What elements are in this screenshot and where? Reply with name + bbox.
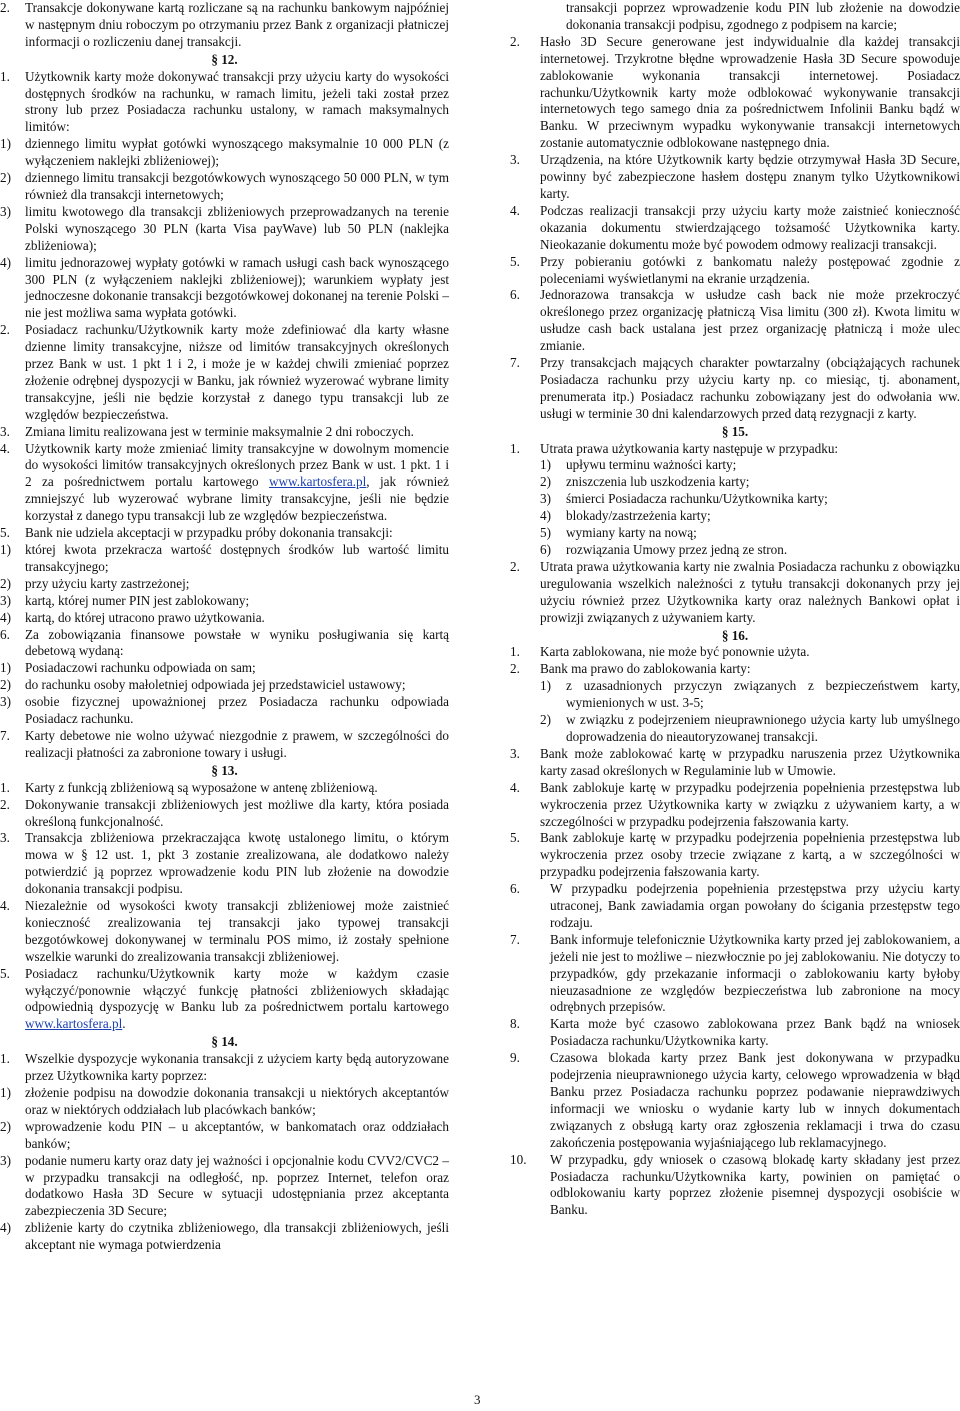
s16-item-9: [510, 1050, 960, 1151]
s14-item-6: [510, 287, 960, 355]
item-number: 7.: [510, 931, 520, 947]
sub-number: 1): [0, 660, 11, 676]
sub-text: dziennego limitu wypłat gotówki wynoszącego maksymalnie 10 000 PLN (z wyłączeniem naklejki zbliżeniowej);: [25, 136, 449, 169]
sub-number: 2): [0, 170, 11, 186]
item-text: W przypadku podejrzenia popełnienia przestępstwa przy użyciu karty utraconej, Bank zawiadamia organ powołany do ścigania przestępstw tego rodzaju.: [550, 881, 960, 930]
section-13-heading: § 13.: [211, 762, 238, 778]
item-number: 6.: [510, 881, 520, 897]
s12-item-6: [0, 627, 449, 661]
item-number: 1.: [510, 644, 520, 660]
item-text: W przypadku, gdy wniosek o czasową blokadę karty składany jest przez Posiadacza rachunku/Użytkownika karty, powinien on pamiętać o odblokowaniu karty poprzez złożenie pisemnej dyspozycji osobiście w Banku.: [550, 1151, 960, 1218]
item-text: Karta zablokowana, nie może być ponownie użyta.: [540, 644, 810, 660]
item-number: 7.: [0, 727, 10, 743]
item-text: Karta może być czasowo zablokowana przez Bank bądź na wniosek Posiadacza rachunku/Użytkownika karty.: [550, 1016, 960, 1049]
sub-text: do rachunku osoby małoletniej odpowiada jej przedstawiciel ustawowy;: [25, 677, 406, 693]
item-number: 7.: [510, 355, 520, 371]
item-number: 4.: [0, 440, 10, 456]
sub-number: 2): [540, 712, 551, 728]
s16-sub-2: [540, 712, 960, 746]
item-number: 4.: [0, 898, 10, 914]
sub-text: osobie fizycznej upoważnionej przez Posiadacza rachunku odpowiada Posiadacz rachunku.: [25, 694, 449, 727]
sub-number: 1): [0, 136, 11, 152]
continuation-text: [540, 0, 960, 34]
s12-item-7: [0, 728, 449, 762]
text-part: Użytkownik karty może zmieniać limity transakcyjne w dowolnym momencie do wysokości limitów transakcyjnych określonych przez Bank w ust. 1 pkt. 1 i 2 za pośrednictwem portalu kartowego: [25, 440, 449, 490]
sub-number: 5): [540, 525, 551, 541]
s15-sub-1: [540, 457, 960, 474]
sub-text: w związku z podejrzeniem nieuprawnionego użycia karty lub umyślnego doprowadzenia do nieautoryzowanej transakcji.: [566, 712, 960, 744]
s12-item-3: [0, 424, 449, 441]
item-text: Karty z funkcją zbliżeniową są wyposażone w antenę zbliżeniową.: [25, 779, 378, 795]
sub-text: kartą, do której utracono prawo użytkowania.: [25, 609, 265, 625]
item-text: Użytkownik karty może dokonywać transakcji przy użyciu karty do wysokości dostępnych środków na rachunku, w ramach limitu, jeżeli taki został przez strony lub przez Posiadacza rachunku ustalony, w ramach maksymalnych limitów:: [25, 68, 449, 135]
s12-item-5: [0, 525, 449, 542]
sub-number: 1): [0, 1085, 11, 1100]
sub-text: kartą, której numer PIN jest zablokowany;: [25, 592, 250, 608]
item-number: 2.: [0, 0, 10, 15]
s13-item-2: [0, 797, 449, 831]
item-text: Zmiana limitu realizowana jest w terminie maksymalnie 2 dni roboczych.: [25, 423, 414, 439]
item-text: Za zobowiązania finansowe powstałe w wyniku posługiwania się kartą debetową wydaną:: [25, 626, 449, 659]
kartosfera-link[interactable]: www.kartosfera.pl: [268, 474, 367, 490]
item-text: Bank może zablokować kartę w przypadku naruszenia przez Użytkownika karty zasad określonych w Regulaminie lub w Umowie.: [540, 745, 960, 778]
item-text: Utrata prawa użytkowania karty następuje w przypadku:: [540, 440, 839, 456]
sub-text: zniszczenia lub uszkodzenia karty;: [566, 474, 750, 490]
item-text: Posiadacz rachunku/Użytkownik karty może zdefiniować dla karty własne dzienne limity transakcyjne, niższe od limitów transakcyjnych określonych przez Bank w ust. 1 pkt 1 i 2, i może je w każdej chwili zmieniać poprzez złożenie odrębnej dyspozycji w Banku, jak również wyzerować wybrane limity transakcyjne, jeśli nie będzie korzystał z danego typu transakcji lub ze względów bezpieczeństwa.: [25, 322, 449, 422]
page-number: 3: [474, 1392, 481, 1407]
s14-item-4: [510, 203, 960, 254]
sub-number: 3): [0, 592, 11, 608]
item-text: Bank informuje telefonicznie Użytkownika karty przed jej zablokowaniem, a jeżeli nie jest to możliwe – niezwłocznie po jej zablokowaniu. Nie dotyczy to przypadków, gdy przekazanie informacji o zablokowaniu karty byłoby nieuzasadnione ze względów bezpieczeństwa lub zabronione na mocy odrębnych przepisów.: [550, 931, 960, 1015]
item-text: Karty debetowe nie wolno używać niezgodnie z prawem, w szczególności do realizacji płatności za zabronione towary i usługi.: [25, 727, 449, 760]
s13-item-3: [0, 830, 449, 898]
s16-item-8: [510, 1016, 960, 1050]
item-text: Dokonywanie transakcji zbliżeniowych jest możliwe dla karty, która posiada określoną funkcjonalność.: [25, 796, 449, 829]
item-text: Transakcja zbliżeniowa przekraczająca kwotę ustalonego limitu, o którym mowa w § 12 ust. 1, pkt 3 zostanie zrealizowana, ale dodatkowo należy potwierdzić ją poprzez wprowadzenie kodu PIN lub złożenie na dowodzie dokonania transakcji podpisu.: [25, 830, 449, 897]
s16-item-7: [510, 932, 960, 1017]
s12-6-sub-3: [0, 694, 449, 728]
sub-text: upływu terminu ważności karty;: [566, 457, 737, 473]
s12-sub-4: [0, 255, 449, 323]
sub-number: 4): [0, 1220, 11, 1236]
sub-text: blokady/zastrzeżenia karty;: [566, 508, 711, 524]
sub-number: 3): [0, 694, 11, 710]
s16-item-3: [510, 746, 960, 780]
sub-text: transakcji poprzez wprowadzenie kodu PIN lub złożenie na dowodzie dokonania transakcji podpisu, zgodnego z podpisem na karcie;: [566, 0, 960, 32]
item-number: 1.: [0, 1051, 10, 1067]
item-text: Urządzenia, na które Użytkownik karty będzie otrzymywał Hasła 3D Secure, powinny być zabezpieczone hasłem dostępu znanym tylko Użytkownikowi karty.: [540, 152, 960, 201]
sub-text: Posiadaczowi rachunku odpowiada on sam;: [25, 660, 256, 676]
item-number: 5.: [510, 253, 520, 269]
sub-text: z uzasadnionych przyczyn związanych z bezpieczeństwem karty, wymienionych w ust. 3-5;: [566, 678, 960, 711]
sub-text: podanie numeru karty oraz daty jej ważności i opcjonalnie kodu CVV2/CVC2 – w przypadku transakcji na odległość, np. poprzez Internet, telefon oraz dodatkowo Hasła 3D Secure w sytuacji udostępniania przez akceptanta zabezpieczenia 3D Secure;: [25, 1152, 449, 1219]
s14-item-3: [510, 152, 960, 203]
s15-sub-2: [540, 474, 960, 491]
s14-sub-4: [0, 1220, 449, 1254]
item-number: 6.: [0, 626, 10, 642]
item-number: 4.: [510, 779, 520, 795]
item-number: 1.: [510, 440, 520, 456]
s15-sub-4: [540, 508, 960, 525]
item-text: Niezależnie od wysokości kwoty transakcji zbliżeniowej może zaistnieć konieczność zrealizowania tej transakcji jako typowej transakcji bezgotówkowej dokonywanej w terminalu POS mimo, iż zostały spełnione wszelkie warunki do zrealizowania transakcji zbliżeniowej.: [25, 898, 449, 964]
item-number: 4.: [510, 202, 520, 218]
item-text: Wszelkie dyspozycje wykonania transakcji z użyciem karty będą autoryzowane przez Użytkownika karty poprzez:: [25, 1051, 449, 1084]
sub-text: której kwota przekracza wartość dostępnych środków lub wartość limitu transakcyjnego;: [25, 542, 449, 574]
item-number: 2.: [510, 33, 520, 49]
right-column: [510, 0, 960, 1219]
item-number: 5.: [510, 830, 520, 846]
item-text: Przy pobieraniu gotówki z bankomatu należy postępować zgodnie z poleceniami wyświetlanymi na ekranie urządzenia.: [540, 253, 960, 286]
s15-item-2: [510, 559, 960, 627]
intro-item: [0, 0, 449, 51]
s16-item-6: [510, 881, 960, 932]
s16-item-5: [510, 830, 960, 881]
s12-item-4: [0, 441, 449, 526]
s12-6-sub-1: [0, 660, 449, 677]
sub-text: śmierci Posiadacza rachunku/Użytkownika karty;: [566, 491, 828, 507]
item-number: 1.: [0, 68, 10, 84]
s12-5-sub-1: [0, 542, 449, 576]
s14-item-7: [510, 355, 960, 423]
s12-sub-1: [0, 136, 449, 170]
kartosfera-link[interactable]: www.kartosfera.pl: [25, 1016, 123, 1032]
item-number: 5.: [0, 525, 10, 541]
item-text: Transakcje dokonywane kartą rozliczane są na rachunku bankowym najpóźniej w następnym dniu roboczym po otrzymaniu przez Bank z organizacji płatniczej informacji o rozliczeniu danej transakcji.: [25, 0, 449, 49]
s16-item-10: [510, 1152, 960, 1220]
text-part: Posiadacz rachunku/Użytkownik karty może w każdym czasie wyłączyć/ponownie włączyć funkcję płatności zbliżeniowych składając odpowiednią dyspozycję w Banku lub za pośrednictwem portalu kartowego: [25, 965, 449, 1015]
item-number: 8.: [510, 1016, 520, 1032]
item-number: 10.: [510, 1151, 527, 1167]
s14-sub-1: [0, 1085, 449, 1119]
text-part: .: [122, 1016, 126, 1032]
s16-item-4: [510, 780, 960, 831]
s12-item-2: [0, 322, 449, 423]
item-number: 3.: [0, 423, 10, 439]
sub-number: 3): [540, 491, 551, 507]
sub-text: limitu kwotowego dla transakcji zbliżeniowych przeprowadzanych na terenie Polski wynoszącego 30 PLN (karta Visa payWave) lub 50 PLN (naklejka zbliżeniowa);: [25, 203, 449, 253]
sub-text: wprowadzenie kodu PIN – u akceptantów, w bankomatach oraz oddziałach banków;: [25, 1118, 449, 1151]
s14-sub-2: [0, 1119, 449, 1153]
sub-text: zbliżenie karty do czytnika zbliżeniowego, dla transakcji zbliżeniowych, jeśli akceptant nie wymaga potwierdzenia: [25, 1220, 449, 1253]
item-number: 1.: [0, 779, 10, 795]
item-text: Bank ma prawo do zablokowania karty:: [540, 661, 751, 677]
sub-number: 2): [0, 1118, 11, 1134]
sub-number: 2): [0, 575, 11, 591]
section-15-heading: § 15.: [721, 423, 749, 439]
item-text: Bank zablokuje kartę w przypadku podejrzenia popełnienia przestępstwa lub wykroczenia przez osoby trzecie związane z kartą, a w szczególności w przypadku podejrzenia fałszowania karty.: [540, 830, 960, 880]
section-12-heading: § 12.: [211, 51, 238, 67]
sub-text: przy użyciu karty zastrzeżonej;: [25, 575, 190, 591]
item-number: 3.: [510, 152, 520, 168]
s15-sub-5: [540, 525, 960, 542]
item-text: Utrata prawa użytkowania karty nie zwalnia Posiadacza rachunku z obowiązku uregulowania wszelkich należności z tytułu transakcji dokonanych przy jej użyciu również przez Użytkownika karty oraz należnych Bankowi opłat i prowizji związanych z używaniem karty.: [540, 558, 960, 625]
sub-number: 2): [540, 474, 551, 490]
item-number: 2.: [510, 558, 520, 574]
item-text: Bank nie udziela akceptacji w przypadku próby dokonania transakcji:: [25, 525, 393, 541]
s16-item-1: [510, 644, 960, 661]
sub-number: 1): [540, 678, 551, 694]
s14-item-5: [510, 254, 960, 288]
s15-item-1: [510, 441, 960, 458]
item-text: Bank zablokuje kartę w przypadku podejrzenia popełnienia przestępstwa lub wykroczenia przez Użytkownika karty w związku z używaniem karty, a w szczególności w przypadku podejrzenia fałszowania karty.: [540, 779, 960, 829]
item-text: [25, 966, 449, 1034]
s16-item-2: [510, 661, 960, 678]
sub-number: [540, 0, 566, 34]
s12-6-sub-2: [0, 677, 449, 694]
s12-item-1: [0, 69, 449, 137]
sub-text: złożenie podpisu na dowodzie dokonania transakcji u niektórych akceptantów oraz w niektórych oddziałach lub placówkach banków;: [25, 1085, 449, 1117]
sub-number: 6): [540, 542, 551, 557]
s12-5-sub-4: [0, 610, 449, 627]
sub-number: 4): [0, 609, 11, 625]
sub-number: 2): [0, 677, 11, 693]
sub-text: wymiany karty na nową;: [566, 525, 697, 541]
s13-item-4: [0, 898, 449, 966]
sub-number: 1): [540, 457, 551, 473]
s12-sub-3: [0, 204, 449, 255]
left-column: [0, 0, 449, 1254]
text-part: , jak również zmniejszyć lub wyzerować wybrane limity transakcyjne, jeśli nie będzie korzystał z danego typu transakcji lub ze względów bezpieczeństwa.: [25, 474, 449, 524]
s12-5-sub-2: [0, 576, 449, 593]
s13-item-5: [0, 966, 449, 1034]
sub-text: limitu jednorazowej wypłaty gotówki w ramach usługi cash back wynoszącego 300 PLN (z wyłączeniem naklejki zbliżeniowej); warunkiem wypłaty jest jednoczesne dokonanie transakcji bezgotówkowej dokonanej na terenie Polski – nie jest możliwa sama wypłata gotówki.: [25, 254, 449, 321]
sub-number: 3): [0, 1152, 11, 1168]
sub-text: rozwiązania Umowy przez jedną ze stron.: [566, 542, 788, 557]
s14-item-1: [0, 1051, 449, 1085]
item-number: 6.: [510, 287, 520, 303]
item-number: 3.: [510, 745, 520, 761]
s12-sub-2: [0, 170, 449, 204]
item-number: 2.: [0, 322, 10, 338]
s14-item-2: [510, 34, 960, 152]
s16-sub-1: [540, 678, 960, 712]
item-text: Hasło 3D Secure generowane jest indywidualnie dla każdej transakcji internetowej. Trzykrotne błędne wprowadzenie Hasła 3D Secure spowoduje zablokowanie wykonania transakcji internetowej. Posiadacz rachunku/Użytkownik karty może odblokować wykonywanie transakcji internetowych tego samego dnia za pośrednictwem Infolinii Banku bądź w Banku. W przeciwnym wypadku wykonywanie transakcji internetowych zostanie automatycznie odblokowane następnego dnia.: [540, 33, 960, 151]
section-14-heading: § 14.: [211, 1034, 238, 1050]
item-number: 2.: [0, 796, 10, 812]
item-number: 5.: [0, 965, 10, 981]
sub-number: 1): [0, 542, 11, 557]
sub-number: 3): [0, 203, 11, 219]
item-number: 9.: [510, 1050, 520, 1066]
item-number: 2.: [510, 661, 520, 677]
sub-number: 4): [0, 254, 11, 270]
item-text: Przy transakcjach mających charakter powtarzalny (obciążających rachunek Posiadacza rachunku przy użyciu karty np. co miesiąc, tj. abonament, prenumerata itp.) Posiadacz rachunku zobowiązany jest do odwołania ww. usługi w terminie 30 dni kalendarzowych przed datą rezygnacji z karty.: [540, 355, 960, 421]
item-text: Jednorazowa transakcja w usłudze cash back nie może przekroczyć określonego przez organizację płatniczą Visa limitu (300 zł). Kwota limitu w usłudze cash back ustalana jest przez organizację płatniczą i może ulec zmianie.: [540, 287, 960, 354]
s12-5-sub-3: [0, 593, 449, 610]
item-text: [25, 441, 449, 526]
s13-item-1: [0, 780, 449, 797]
s15-sub-3: [540, 491, 960, 508]
item-text: Podczas realizacji transakcji przy użyciu karty może zaistnieć konieczność okazania dokumentu stwierdzającego tożsamość Użytkownika karty. Nieokazanie dokumentu może być powodem odmowy realizacji transakcji.: [540, 202, 960, 252]
sub-number: 4): [540, 508, 551, 524]
section-16-heading: § 16.: [721, 627, 749, 643]
item-text: Czasowa blokada karty przez Bank jest dokonywana w przypadku podejrzenia nieuprawnionego użycia karty, celowego wprowadzenia w błąd Banku przez Posiadacza rachunku poprzez podawanie nieprawdziwych informacji we wniosku o wydanie karty lub w innych dokumentach związanych z obsługą karty oraz zgłoszenia reklamacji i trwa do czasu zakończenia postępowania wyjaśniającego lub reklamacyjnego.: [550, 1050, 960, 1150]
item-number: 3.: [0, 830, 10, 846]
s14-sub-3: [0, 1153, 449, 1221]
sub-text: dziennego limitu transakcji bezgotówkowych wynoszącego 50 000 PLN, w tym również dla transakcji internetowych;: [25, 170, 449, 202]
s15-sub-6: [540, 542, 960, 559]
